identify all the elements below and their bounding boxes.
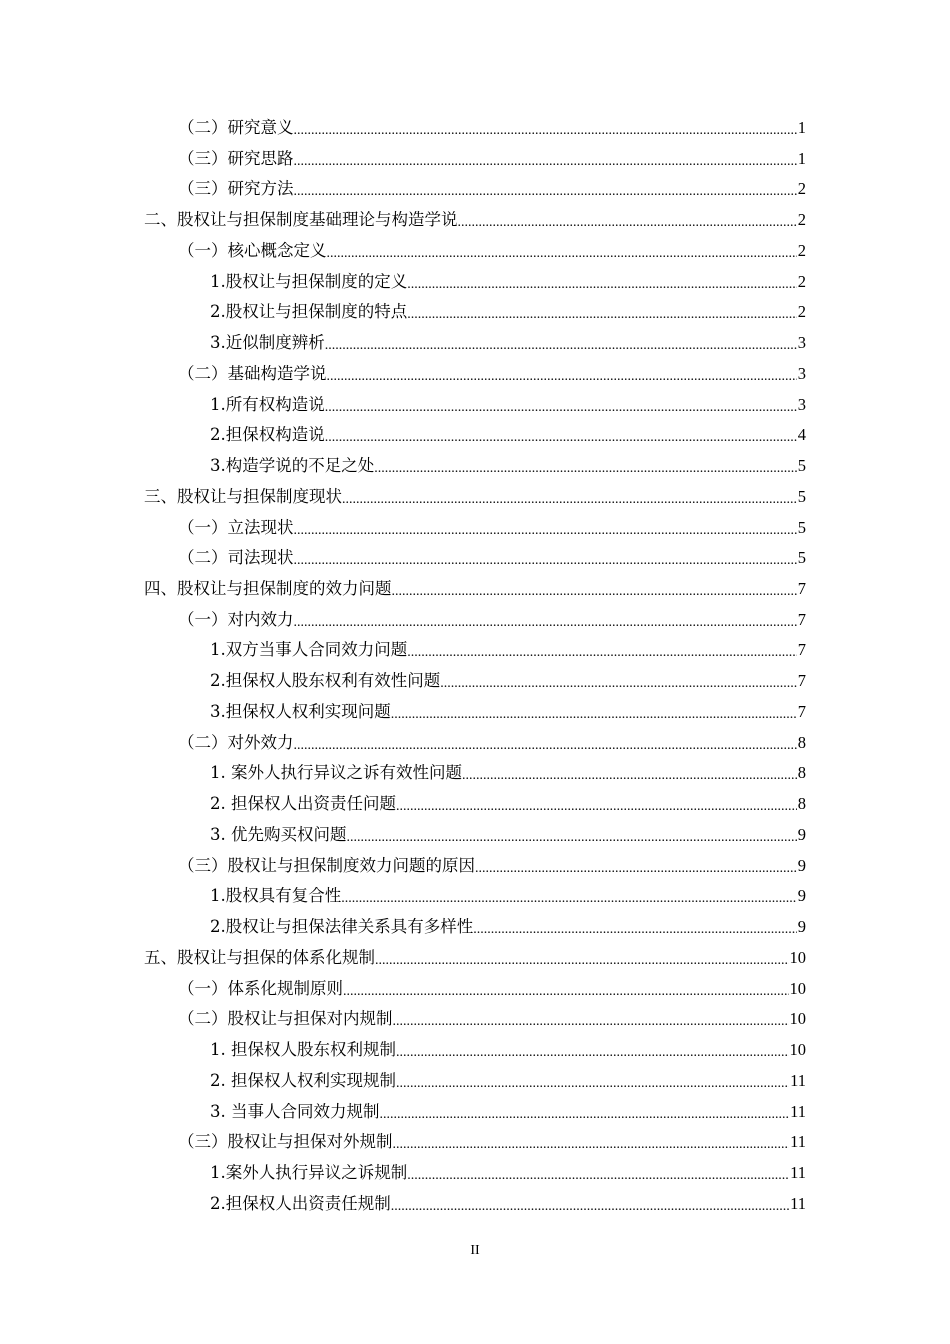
toc-entry-title: （一）核心概念定义 — [178, 240, 327, 260]
toc-entry[interactable] — [144, 420, 806, 451]
toc-entry[interactable] — [144, 1066, 806, 1097]
toc-entry-page-number: 3 — [797, 363, 806, 383]
toc-entry-title: 2.担保权人股东权利有效性问题 — [210, 671, 441, 691]
toc-entry-title: 2. 担保权人权利实现规制 — [210, 1070, 396, 1090]
toc-entry-page-number: 2 — [797, 240, 806, 260]
dot-leader — [294, 523, 797, 537]
dot-leader — [294, 553, 797, 567]
toc-entry[interactable] — [144, 605, 806, 636]
dot-leader — [294, 738, 797, 752]
dot-leader — [396, 1045, 789, 1059]
toc-entry[interactable] — [144, 543, 806, 574]
page-number: II — [470, 1243, 480, 1258]
toc-entry[interactable] — [144, 113, 806, 144]
toc-entry[interactable] — [144, 1189, 806, 1220]
toc-entry[interactable] — [144, 728, 806, 759]
toc-entry-page-number: 9 — [797, 886, 806, 906]
toc-entry-page-number: 2 — [797, 210, 806, 230]
toc-entry-title: （一）体系化规制原则 — [178, 978, 343, 998]
toc-entry[interactable] — [144, 513, 806, 544]
dot-leader — [407, 1168, 789, 1182]
toc-entry-page-number: 3 — [797, 394, 806, 414]
toc-entry[interactable] — [144, 390, 806, 421]
dot-leader — [327, 246, 797, 260]
toc-entry[interactable] — [144, 205, 806, 236]
dot-leader — [347, 830, 797, 844]
toc-entry-page-number: 10 — [789, 1040, 806, 1060]
toc-entry-title: 三、股权让与担保制度现状 — [144, 486, 342, 506]
toc-entry-title: 五、股权让与担保的体系化规制 — [144, 947, 375, 967]
dot-leader — [396, 1076, 789, 1090]
toc-entry-title: （二）基础构造学说 — [178, 363, 327, 383]
toc-entry[interactable] — [144, 1158, 806, 1189]
dot-leader — [462, 768, 797, 782]
dot-leader — [473, 922, 797, 936]
dot-leader — [327, 369, 797, 383]
toc-entry[interactable] — [144, 144, 806, 175]
toc-entry[interactable] — [144, 635, 806, 666]
toc-entry[interactable] — [144, 697, 806, 728]
toc-entry-title: 2.担保权人出资责任规制 — [210, 1193, 391, 1213]
dot-leader — [440, 676, 797, 690]
toc-entry-page-number: 2 — [797, 302, 806, 322]
dot-leader — [341, 891, 797, 905]
dot-leader — [393, 1137, 790, 1151]
toc-entry-page-number: 5 — [797, 486, 806, 506]
toc-entry-title: 2.股权让与担保法律关系具有多样性 — [210, 917, 474, 937]
toc-entry[interactable] — [144, 297, 806, 328]
toc-entry[interactable] — [144, 666, 806, 697]
toc-entry-page-number: 3 — [797, 333, 806, 353]
toc-entry-page-number: 11 — [790, 1193, 806, 1213]
toc-entry-page-number: 10 — [789, 1009, 806, 1029]
dot-leader — [475, 861, 797, 875]
toc-entry-page-number: 8 — [797, 763, 806, 783]
toc-entry-title: 2. 担保权人出资责任问题 — [210, 794, 396, 814]
toc-entry-title: 2.股权让与担保制度的特点 — [210, 302, 408, 322]
toc-entry[interactable] — [144, 482, 806, 513]
toc-entry-page-number: 7 — [797, 701, 806, 721]
dot-leader — [396, 799, 797, 813]
toc-entry[interactable] — [144, 881, 806, 912]
table-of-contents — [144, 113, 806, 1219]
toc-entry[interactable] — [144, 236, 806, 267]
dot-leader — [407, 645, 797, 659]
toc-entry-title: 1. 案外人执行异议之诉有效性问题 — [210, 763, 462, 783]
toc-entry[interactable] — [144, 820, 806, 851]
toc-entry-page-number: 5 — [797, 456, 806, 476]
toc-entry-page-number: 9 — [797, 824, 806, 844]
toc-entry-title: 二、股权让与担保制度基础理论与构造学说 — [144, 210, 458, 230]
toc-entry-title: （二）研究意义 — [178, 118, 294, 137]
toc-entry[interactable] — [144, 974, 806, 1005]
toc-entry-title: 3.构造学说的不足之处 — [210, 456, 375, 476]
dot-leader — [393, 1014, 789, 1028]
dot-leader — [294, 184, 797, 198]
dot-leader — [391, 707, 797, 721]
toc-entry-title: 1.案外人执行异议之诉规制 — [210, 1162, 408, 1182]
toc-entry-title: 1.股权具有复合性 — [210, 886, 342, 906]
toc-entry-page-number: 7 — [797, 609, 806, 629]
toc-entry-title: （一）立法现状 — [178, 517, 294, 537]
toc-entry-page-number: 11 — [790, 1132, 806, 1152]
toc-entry-page-number: 11 — [790, 1101, 806, 1121]
toc-entry-title: （二）股权让与担保对内规制 — [178, 1009, 393, 1029]
toc-entry-page-number: 2 — [797, 179, 806, 199]
toc-entry[interactable] — [144, 943, 806, 974]
toc-entry-page-number: 8 — [797, 732, 806, 752]
dot-leader — [325, 400, 797, 414]
toc-entry-page-number: 11 — [790, 1162, 806, 1182]
toc-entry-page-number: 10 — [789, 978, 806, 998]
toc-entry-title: （三）股权让与担保制度效力问题的原因 — [178, 855, 475, 875]
toc-entry-title: （三）研究方法 — [178, 179, 294, 199]
dot-leader — [380, 1107, 790, 1121]
toc-entry[interactable] — [144, 758, 806, 789]
dot-leader — [458, 215, 797, 229]
toc-entry-title: 1.所有权构造说 — [210, 394, 325, 414]
toc-entry[interactable] — [144, 328, 806, 359]
dot-leader — [294, 154, 797, 168]
dot-leader — [392, 584, 797, 598]
toc-entry[interactable] — [144, 851, 806, 882]
toc-entry[interactable] — [144, 912, 806, 943]
toc-entry-title: 3. 当事人合同效力规制 — [210, 1101, 380, 1121]
dot-leader — [342, 492, 797, 506]
toc-entry-page-number: 10 — [789, 947, 806, 967]
toc-entry-title: （三）研究思路 — [178, 148, 294, 168]
toc-entry[interactable] — [144, 451, 806, 482]
toc-entry-title: （三）股权让与担保对外规制 — [178, 1132, 393, 1152]
toc-entry[interactable] — [144, 359, 806, 390]
toc-entry[interactable] — [144, 1097, 806, 1128]
toc-entry-page-number: 2 — [797, 271, 806, 291]
dot-leader — [407, 277, 797, 291]
toc-entry-page-number: 7 — [797, 579, 806, 599]
toc-entry[interactable] — [144, 267, 806, 298]
dot-leader — [407, 307, 797, 321]
dot-leader — [374, 461, 797, 475]
toc-entry-page-number: 7 — [797, 671, 806, 691]
toc-entry-page-number: 5 — [797, 548, 806, 568]
toc-entry-page-number: 1 — [797, 148, 806, 168]
dot-leader — [294, 123, 797, 137]
toc-entry-title: 1. 担保权人股东权利规制 — [210, 1040, 396, 1060]
toc-entry[interactable] — [144, 174, 806, 205]
toc-entry-page-number: 9 — [797, 917, 806, 937]
toc-entry-page-number: 9 — [797, 855, 806, 875]
toc-entry-page-number: 4 — [797, 425, 806, 445]
dot-leader — [391, 1199, 789, 1213]
dot-leader — [343, 984, 789, 998]
toc-entry[interactable] — [144, 789, 806, 820]
dot-leader — [325, 430, 797, 444]
toc-entry-page-number: 8 — [797, 794, 806, 814]
toc-entry-page-number: 5 — [797, 517, 806, 537]
toc-entry-title: （二）司法现状 — [178, 548, 294, 568]
toc-entry-title: 3.近似制度辨析 — [210, 333, 325, 353]
toc-entry-page-number: 11 — [790, 1070, 806, 1090]
dot-leader — [294, 615, 797, 629]
toc-entry-title: 3. 优先购买权问题 — [210, 824, 347, 844]
toc-entry-page-number: 7 — [797, 640, 806, 660]
toc-entry[interactable] — [144, 574, 806, 605]
toc-entry-title: （一）对内效力 — [178, 609, 294, 629]
toc-entry-title: 1.双方当事人合同效力问题 — [210, 640, 408, 660]
toc-entry[interactable] — [144, 1127, 806, 1158]
toc-entry-title: 2.担保权构造说 — [210, 425, 325, 445]
dot-leader — [375, 953, 789, 967]
toc-entry-title: （二）对外效力 — [178, 732, 294, 752]
toc-entry-page-number: 1 — [797, 118, 806, 137]
toc-entry-title: 3.担保权人权利实现问题 — [210, 701, 391, 721]
toc-entry-title: 四、股权让与担保制度的效力问题 — [144, 579, 392, 599]
dot-leader — [325, 338, 797, 352]
toc-entry[interactable] — [144, 1035, 806, 1066]
toc-entry[interactable] — [144, 1004, 806, 1035]
toc-entry-title: 1.股权让与担保制度的定义 — [210, 271, 408, 291]
